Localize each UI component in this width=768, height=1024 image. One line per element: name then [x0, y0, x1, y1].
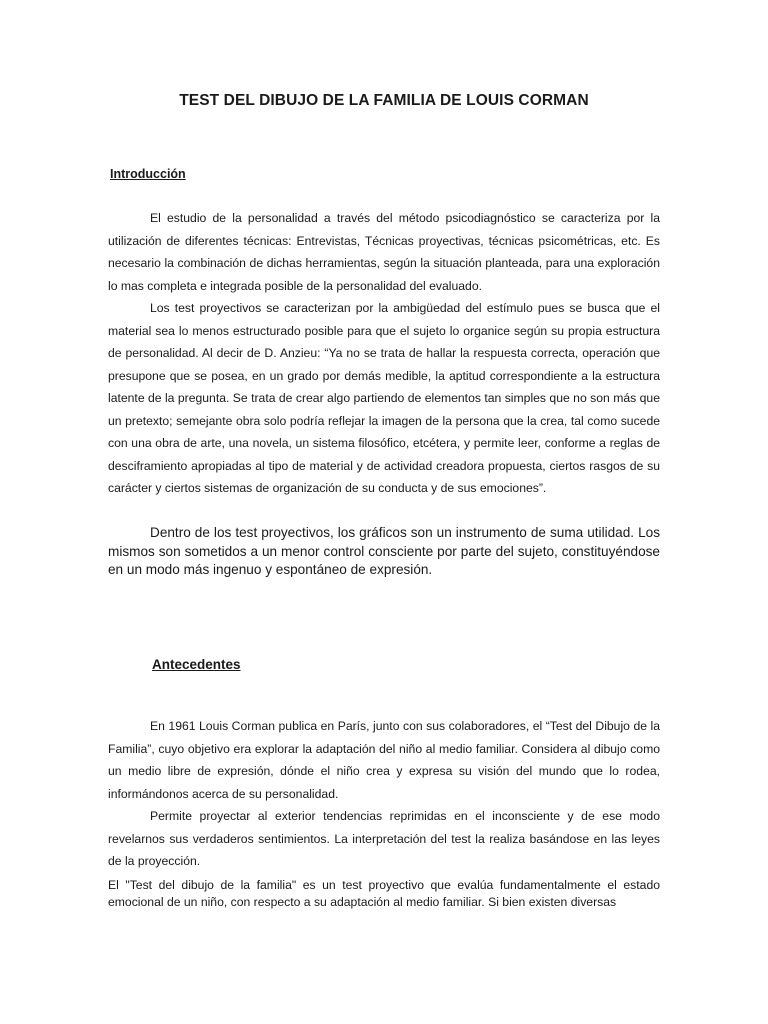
paragraph-antecedentes-3: El "Test del dibujo de la familia" es un test proyectivo que evalúa fundamentalmente el estado emocional de un niño, con respecto a su adaptación al medio familiar. Si bien existen diversas	[108, 878, 660, 909]
paragraph-intro-2: Los test proyectivos se caracterizan por la ambigüedad del estímulo pues se busca que el material sea lo menos estructurado posible para que el sujeto lo organice según su propia estructura de personalidad. Al decir de D. Anzieu: “Ya no se trata de hallar la respuesta correcta, operación que presupone que se posea, en un grado por demás medible, la aptitud correspondiente a la estructura latente de la pregunta. Se trata de crear algo partiendo de elementos tan simples que no son más que un pretexto; semejante obra solo podría reflejar la imagen de la persona que la crea, tal como sucede con una obra de arte, una novela, un sistema filosófico, etcétera, y permite leer, conforme a reglas de desciframiento apropiadas al tipo de material y de actividad creadora propuesta, ciertos rasgos de su carácter y ciertos sistemas de organización de su conducta y de sus emociones”.	[108, 301, 660, 495]
paragraph-intro-1: El estudio de la personalidad a través del método psicodiagnóstico se caracteriza por la utilización de diferentes técnicas: Entrevistas, Técnicas proyectivas, técnicas psicométricas, etc. Es necesario la combinación de dichas herramientas, según la situación planteada, para una exploración lo mas completa e integrada posible de la personalidad del evaluado.	[108, 211, 660, 293]
paragraph-intro-3: Dentro de los test proyectivos, los gráficos son un instrumento de suma utilidad. Los mismos son sometidos a un menor control consciente por parte del sujeto, constituyéndose en un modo más ingenuo y espontáneo de expresión.	[108, 525, 660, 577]
section-heading-introduccion: Introducción	[110, 167, 186, 181]
document-title: TEST DEL DIBUJO DE LA FAMILIA DE LOUIS CORMAN	[179, 92, 589, 109]
section-heading-antecedentes: Antecedentes	[152, 657, 241, 672]
paragraph-antecedentes-1: En 1961 Louis Corman publica en París, junto con sus colaboradores, el “Test del Dibujo de la Familia”, cuyo objetivo era explorar la adaptación del niño al medio familiar. Considera al dibujo como un medio libre de expresión, dónde el niño crea y expresa su visión del mundo que lo rodea, informándonos acerca de su personalidad.	[108, 719, 660, 801]
paragraph-antecedentes-2: Permite proyectar al exterior tendencias reprimidas en el inconsciente y de ese modo revelarnos sus verdaderos sentimientos. La interpretación del test la realiza basándose en las leyes de la proyección.	[108, 809, 660, 868]
